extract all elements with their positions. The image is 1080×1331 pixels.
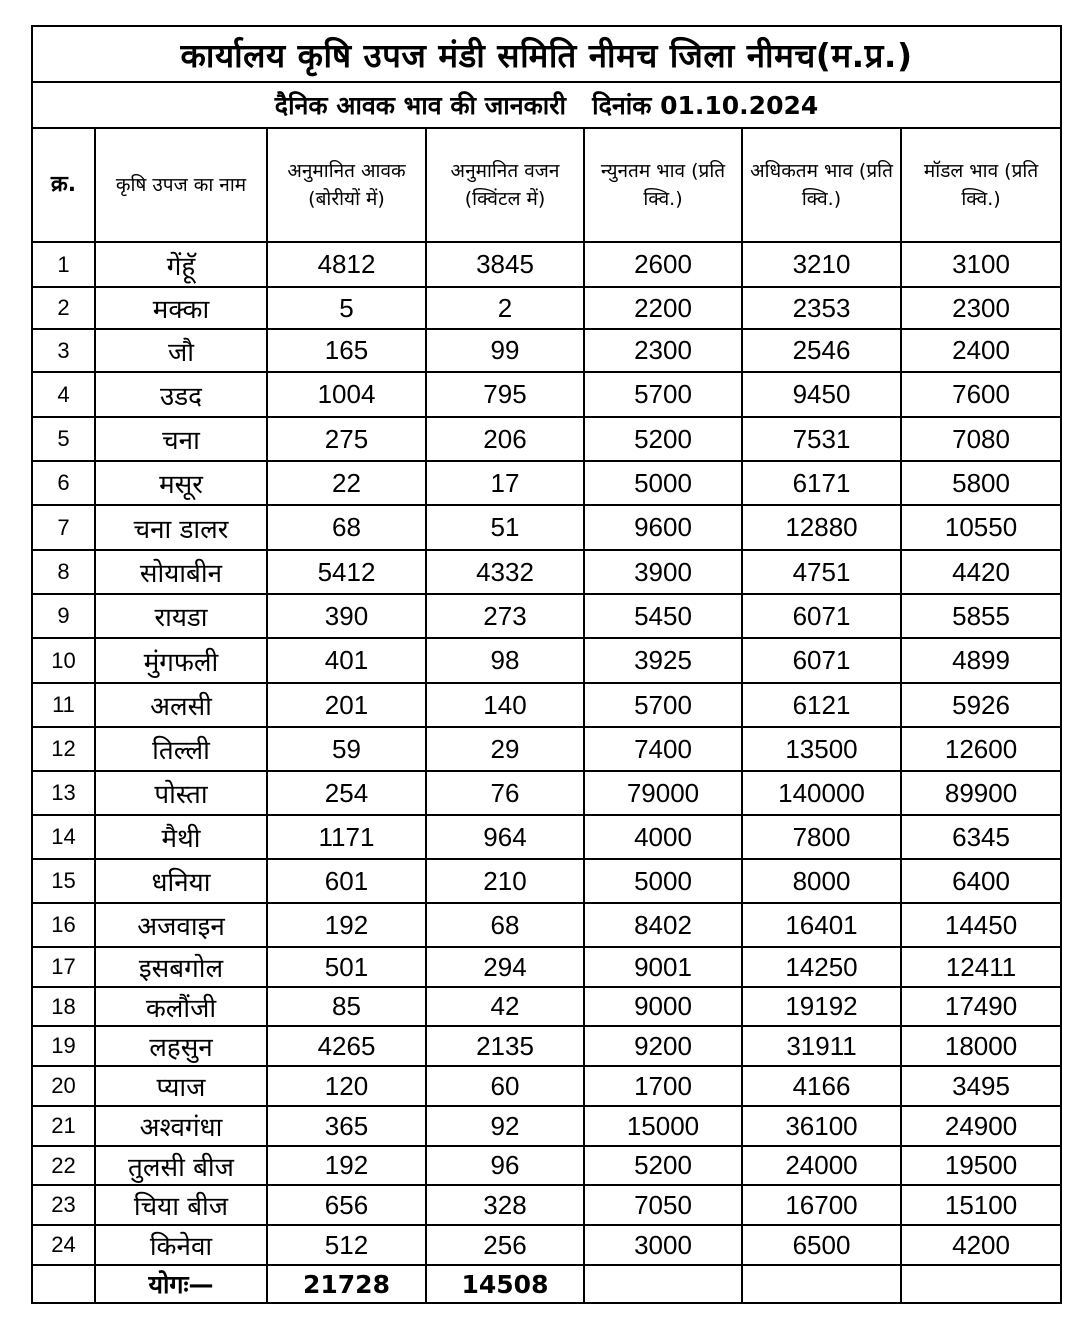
max-price-cell: 14250 — [742, 947, 901, 987]
bags-cell: 165 — [267, 329, 426, 372]
bags-cell: 1004 — [267, 372, 426, 417]
modal-price-cell: 4420 — [901, 550, 1061, 594]
max-price-cell: 7531 — [742, 417, 901, 461]
min-price-cell: 5000 — [584, 859, 742, 903]
produce-name-cell: किनेवा — [95, 1225, 267, 1265]
table-row — [32, 594, 1061, 638]
weight-cell: 4332 — [426, 550, 584, 594]
produce-name-cell: प्याज — [95, 1066, 267, 1106]
produce-name-cell: चिया बीज — [95, 1185, 267, 1225]
table-row — [32, 859, 1061, 903]
max-price-cell: 2546 — [742, 329, 901, 372]
serial-cell: 1 — [32, 242, 95, 287]
weight-cell: 51 — [426, 505, 584, 550]
bags-cell: 22 — [267, 461, 426, 505]
min-price-cell: 3000 — [584, 1225, 742, 1265]
modal-price-cell: 4899 — [901, 638, 1061, 683]
produce-name-cell: मैथी — [95, 815, 267, 859]
min-price-cell: 5200 — [584, 417, 742, 461]
modal-price-cell: 2400 — [901, 329, 1061, 372]
weight-cell: 29 — [426, 727, 584, 771]
report-subtitle: दैनिक आवक भाव की जानकारी दिनांक 01.10.2024 — [32, 82, 1061, 128]
min-price-cell: 5000 — [584, 461, 742, 505]
modal-price-cell: 89900 — [901, 771, 1061, 815]
column-header-row — [32, 128, 1061, 242]
min-price-cell: 79000 — [584, 771, 742, 815]
modal-price-cell: 3495 — [901, 1066, 1061, 1106]
produce-name-cell: उडद — [95, 372, 267, 417]
table-row — [32, 329, 1061, 372]
bags-cell: 390 — [267, 594, 426, 638]
weight-cell: 17 — [426, 461, 584, 505]
modal-price-cell: 12600 — [901, 727, 1061, 771]
table-row — [32, 683, 1061, 727]
min-price-cell: 2600 — [584, 242, 742, 287]
max-price-cell: 19192 — [742, 987, 901, 1026]
serial-cell: 23 — [32, 1185, 95, 1225]
bags-cell: 68 — [267, 505, 426, 550]
table-row — [32, 287, 1061, 329]
modal-price-cell: 10550 — [901, 505, 1061, 550]
office-title: कार्यालय कृषि उपज मंडी समिति नीमच जिला नीमच(म.प्र.) — [32, 26, 1061, 82]
weight-cell: 96 — [426, 1146, 584, 1185]
produce-name-cell: मुंगफली — [95, 638, 267, 683]
col-modal-price: मॉडल भाव (प्रति क्वि.) — [901, 128, 1061, 242]
table-row — [32, 815, 1061, 859]
weight-cell: 210 — [426, 859, 584, 903]
produce-name-cell: गेंहूॅ — [95, 242, 267, 287]
bags-cell: 5412 — [267, 550, 426, 594]
max-price-cell: 6171 — [742, 461, 901, 505]
weight-cell: 92 — [426, 1106, 584, 1146]
min-price-cell: 8402 — [584, 903, 742, 947]
bags-cell: 601 — [267, 859, 426, 903]
modal-price-cell: 5800 — [901, 461, 1061, 505]
max-price-cell: 36100 — [742, 1106, 901, 1146]
bags-cell: 192 — [267, 1146, 426, 1185]
modal-price-cell: 7600 — [901, 372, 1061, 417]
modal-price-cell: 19500 — [901, 1146, 1061, 1185]
modal-price-cell: 5855 — [901, 594, 1061, 638]
weight-cell: 98 — [426, 638, 584, 683]
serial-cell: 22 — [32, 1146, 95, 1185]
max-price-cell: 4751 — [742, 550, 901, 594]
serial-cell: 13 — [32, 771, 95, 815]
serial-cell: 3 — [32, 329, 95, 372]
serial-cell: 20 — [32, 1066, 95, 1106]
max-price-cell: 6071 — [742, 594, 901, 638]
weight-cell: 99 — [426, 329, 584, 372]
min-price-cell: 9600 — [584, 505, 742, 550]
modal-price-cell: 15100 — [901, 1185, 1061, 1225]
produce-name-cell: अजवाइन — [95, 903, 267, 947]
min-price-cell: 2200 — [584, 287, 742, 329]
min-price-cell: 9000 — [584, 987, 742, 1026]
total-empty-cell — [584, 1265, 742, 1303]
min-price-cell: 9001 — [584, 947, 742, 987]
produce-name-cell: लहसुन — [95, 1026, 267, 1066]
max-price-cell: 31911 — [742, 1026, 901, 1066]
produce-name-cell: रायडा — [95, 594, 267, 638]
modal-price-cell: 3100 — [901, 242, 1061, 287]
col-min-price: न्युनतम भाव (प्रति क्वि.) — [584, 128, 742, 242]
bags-cell: 656 — [267, 1185, 426, 1225]
max-price-cell: 24000 — [742, 1146, 901, 1185]
produce-name-cell: जौ — [95, 329, 267, 372]
max-price-cell: 140000 — [742, 771, 901, 815]
serial-cell: 18 — [32, 987, 95, 1026]
max-price-cell: 7800 — [742, 815, 901, 859]
bags-cell: 4265 — [267, 1026, 426, 1066]
min-price-cell: 2300 — [584, 329, 742, 372]
bags-cell: 5 — [267, 287, 426, 329]
weight-cell: 328 — [426, 1185, 584, 1225]
bags-cell: 512 — [267, 1225, 426, 1265]
serial-cell: 16 — [32, 903, 95, 947]
min-price-cell: 15000 — [584, 1106, 742, 1146]
produce-name-cell: मक्का — [95, 287, 267, 329]
produce-name-cell: अश्वगंधा — [95, 1106, 267, 1146]
total-bags: 21728 — [267, 1265, 426, 1303]
weight-cell: 42 — [426, 987, 584, 1026]
max-price-cell: 16700 — [742, 1185, 901, 1225]
bags-cell: 275 — [267, 417, 426, 461]
table-row — [32, 1146, 1061, 1185]
table-row — [32, 1026, 1061, 1066]
max-price-cell: 9450 — [742, 372, 901, 417]
max-price-cell: 6500 — [742, 1225, 901, 1265]
modal-price-cell: 12411 — [901, 947, 1061, 987]
modal-price-cell: 24900 — [901, 1106, 1061, 1146]
table-row — [32, 505, 1061, 550]
max-price-cell: 6121 — [742, 683, 901, 727]
weight-cell: 2135 — [426, 1026, 584, 1066]
produce-name-cell: अलसी — [95, 683, 267, 727]
table-row — [32, 771, 1061, 815]
weight-cell: 3845 — [426, 242, 584, 287]
serial-cell: 4 — [32, 372, 95, 417]
serial-cell: 21 — [32, 1106, 95, 1146]
min-price-cell: 3900 — [584, 550, 742, 594]
bags-cell: 4812 — [267, 242, 426, 287]
modal-price-cell: 17490 — [901, 987, 1061, 1026]
serial-cell: 19 — [32, 1026, 95, 1066]
bags-cell: 1171 — [267, 815, 426, 859]
serial-cell: 10 — [32, 638, 95, 683]
modal-price-cell: 2300 — [901, 287, 1061, 329]
weight-cell: 964 — [426, 815, 584, 859]
total-empty-cell — [32, 1265, 95, 1303]
serial-cell: 8 — [32, 550, 95, 594]
weight-cell: 256 — [426, 1225, 584, 1265]
table-row — [32, 727, 1061, 771]
modal-price-cell: 4200 — [901, 1225, 1061, 1265]
produce-name-cell: सोयाबीन — [95, 550, 267, 594]
weight-cell: 60 — [426, 1066, 584, 1106]
table-row — [32, 242, 1061, 287]
rates-table — [31, 25, 1062, 1304]
serial-cell: 6 — [32, 461, 95, 505]
min-price-cell: 7400 — [584, 727, 742, 771]
table-row — [32, 1185, 1061, 1225]
serial-cell: 5 — [32, 417, 95, 461]
min-price-cell: 3925 — [584, 638, 742, 683]
weight-cell: 140 — [426, 683, 584, 727]
col-max-price: अधिकतम भाव (प्रति क्वि.) — [742, 128, 901, 242]
table-row — [32, 1066, 1061, 1106]
produce-name-cell: मसूर — [95, 461, 267, 505]
modal-price-cell: 6400 — [901, 859, 1061, 903]
min-price-cell: 5200 — [584, 1146, 742, 1185]
col-estimated-weight: अनुमानित वजन (क्विंटल में) — [426, 128, 584, 242]
min-price-cell: 7050 — [584, 1185, 742, 1225]
produce-name-cell: तिल्ली — [95, 727, 267, 771]
min-price-cell: 5450 — [584, 594, 742, 638]
table-row — [32, 638, 1061, 683]
total-weight: 14508 — [426, 1265, 584, 1303]
produce-name-cell: धनिया — [95, 859, 267, 903]
max-price-cell: 8000 — [742, 859, 901, 903]
table-row — [32, 461, 1061, 505]
max-price-cell: 4166 — [742, 1066, 901, 1106]
weight-cell: 2 — [426, 287, 584, 329]
max-price-cell: 13500 — [742, 727, 901, 771]
table-row — [32, 947, 1061, 987]
table-row — [32, 550, 1061, 594]
col-serial: क्र. — [32, 128, 95, 242]
weight-cell: 206 — [426, 417, 584, 461]
bags-cell: 365 — [267, 1106, 426, 1146]
serial-cell: 12 — [32, 727, 95, 771]
produce-name-cell: पोस्ता — [95, 771, 267, 815]
bags-cell: 59 — [267, 727, 426, 771]
table-row — [32, 372, 1061, 417]
bags-cell: 401 — [267, 638, 426, 683]
bags-cell: 192 — [267, 903, 426, 947]
produce-name-cell: चना डालर — [95, 505, 267, 550]
serial-cell: 11 — [32, 683, 95, 727]
bags-cell: 120 — [267, 1066, 426, 1106]
serial-cell: 15 — [32, 859, 95, 903]
min-price-cell: 9200 — [584, 1026, 742, 1066]
table-row — [32, 903, 1061, 947]
serial-cell: 7 — [32, 505, 95, 550]
produce-name-cell: चना — [95, 417, 267, 461]
max-price-cell: 6071 — [742, 638, 901, 683]
table-row — [32, 1106, 1061, 1146]
min-price-cell: 5700 — [584, 683, 742, 727]
bags-cell: 254 — [267, 771, 426, 815]
modal-price-cell: 5926 — [901, 683, 1061, 727]
total-empty-cell — [901, 1265, 1061, 1303]
total-label: योगः— — [95, 1265, 267, 1303]
modal-price-cell: 14450 — [901, 903, 1061, 947]
total-empty-cell — [742, 1265, 901, 1303]
bags-cell: 201 — [267, 683, 426, 727]
rates-sheet — [31, 25, 1060, 1304]
serial-cell: 24 — [32, 1225, 95, 1265]
serial-cell: 14 — [32, 815, 95, 859]
weight-cell: 76 — [426, 771, 584, 815]
max-price-cell: 12880 — [742, 505, 901, 550]
serial-cell: 9 — [32, 594, 95, 638]
weight-cell: 68 — [426, 903, 584, 947]
serial-cell: 2 — [32, 287, 95, 329]
table-row — [32, 1225, 1061, 1265]
modal-price-cell: 18000 — [901, 1026, 1061, 1066]
modal-price-cell: 7080 — [901, 417, 1061, 461]
weight-cell: 795 — [426, 372, 584, 417]
weight-cell: 273 — [426, 594, 584, 638]
table-row — [32, 987, 1061, 1026]
max-price-cell: 3210 — [742, 242, 901, 287]
min-price-cell: 5700 — [584, 372, 742, 417]
min-price-cell: 1700 — [584, 1066, 742, 1106]
weight-cell: 294 — [426, 947, 584, 987]
table-row — [32, 417, 1061, 461]
modal-price-cell: 6345 — [901, 815, 1061, 859]
produce-name-cell: कलौंजी — [95, 987, 267, 1026]
table-body — [32, 242, 1061, 1265]
bags-cell: 85 — [267, 987, 426, 1026]
col-produce-name: कृषि उपज का नाम — [95, 128, 267, 242]
min-price-cell: 4000 — [584, 815, 742, 859]
produce-name-cell: इसबगोल — [95, 947, 267, 987]
total-row — [32, 1265, 1061, 1303]
serial-cell: 17 — [32, 947, 95, 987]
col-estimated-bags: अनुमानित आवक (बोरीयों में) — [267, 128, 426, 242]
produce-name-cell: तुलसी बीज — [95, 1146, 267, 1185]
max-price-cell: 16401 — [742, 903, 901, 947]
bags-cell: 501 — [267, 947, 426, 987]
max-price-cell: 2353 — [742, 287, 901, 329]
